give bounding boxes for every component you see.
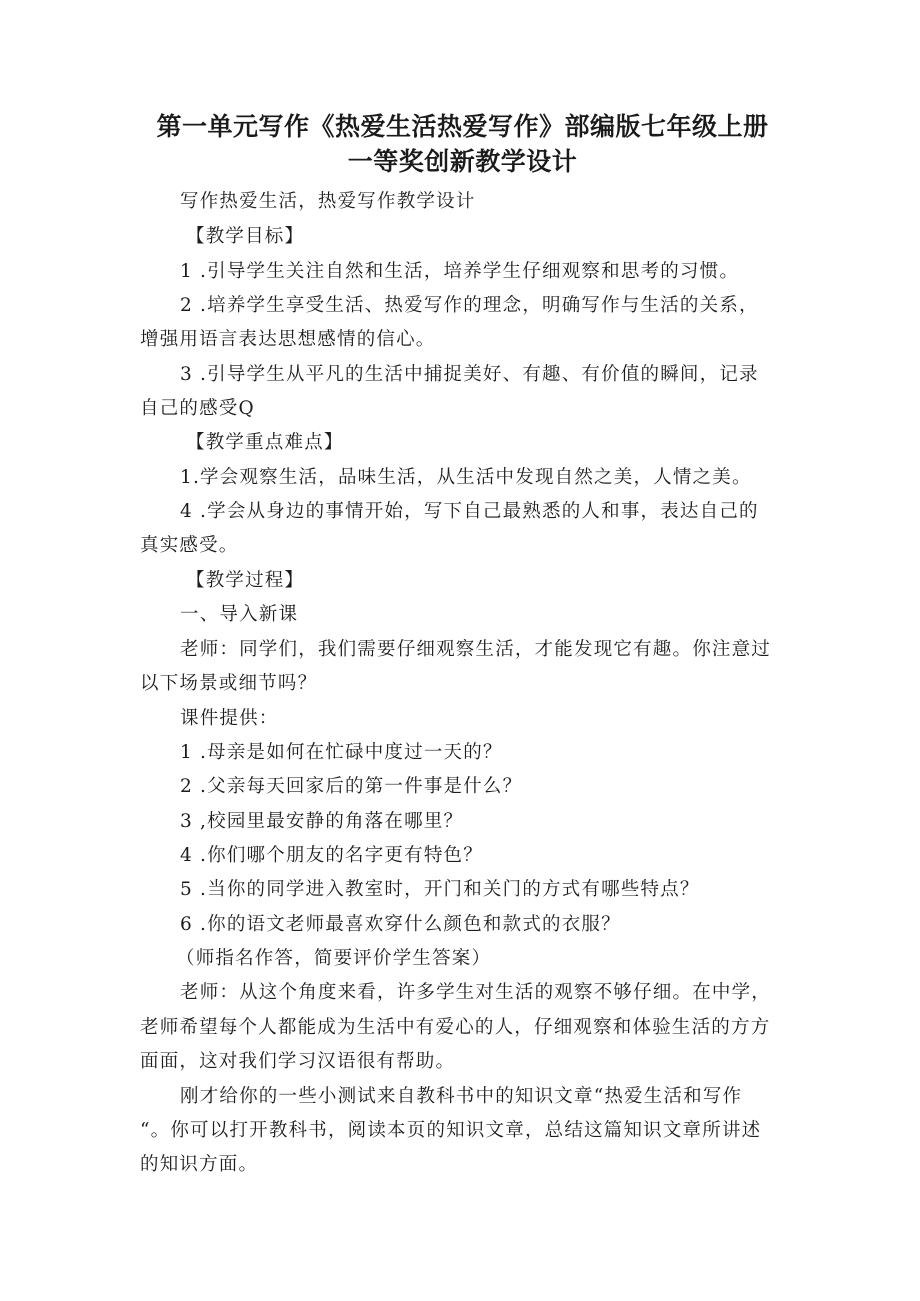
objectives-heading: 【教学目标】: [186, 226, 305, 247]
objective-2-line-2: 增强用语言表达思想感情的信心。: [140, 329, 436, 350]
process-heading: 【教学过程】: [186, 570, 305, 591]
paragraph-line-2: “。你可以打开教科书，阅读本页的知识文章，总结这篇知识文章所讲述: [140, 1120, 762, 1141]
question-1: 1 .母亲是如何在忙碌中度过一天的？: [180, 742, 503, 763]
subtitle: 写作热爱生活，热爱写作教学设计: [180, 191, 476, 212]
question-2: 2 .父亲每天回家后的第一件事是什么？: [180, 776, 523, 797]
question-5: 5 .当你的同学进入教室时，开门和关门的方式有哪些特点？: [180, 879, 700, 900]
document-title-line-2: 一等奖创新教学设计: [347, 147, 578, 176]
paragraph-line-1: 刚才给你的一些小测试来自教科书中的知识文章“热爱生活和写作: [180, 1086, 743, 1107]
key-point-1: 1.学会观察生活，品味生活，从生活中发现自然之美，人情之美。: [180, 467, 752, 488]
teacher-dialogue-1-line-1: 老师：同学们，我们需要仔细观察生活，才能发现它有趣。你注意过: [180, 639, 772, 660]
question-4: 4 .你们哪个朋友的名字更有特色？: [180, 845, 483, 866]
teacher-dialogue-1-line-2: 以下场景或细节吗？: [140, 673, 318, 694]
teacher-dialogue-2-line-2: 老师希望每个人都能成为生活中有爱心的人，仔细观察和体验生活的方方: [140, 1017, 771, 1038]
key-point-2-line-1: 4 .学会从身边的事情开始，写下自己最熟悉的人和事，表达自己的: [180, 501, 759, 522]
section-1-heading: 一、导入新课: [180, 604, 299, 625]
courseware-label: 课件提供：: [180, 708, 279, 729]
question-6: 6 .你的语文老师最喜欢穿什么颜色和款式的衣服？: [180, 914, 621, 935]
document-title-line-1: 第一单元写作《热爱生活热爱写作》部编版七年级上册: [156, 112, 769, 141]
objective-3-line-1: 3 .引导学生从平凡的生活中捕捉美好、有趣、有价值的瞬间，记录: [180, 364, 759, 385]
teacher-note: （师指名作答，简要评价学生答案）: [176, 948, 492, 969]
key-point-2-line-2: 真实感受。: [140, 535, 239, 556]
objective-1: 1 .引导学生关注自然和生活，培养学生仔细观察和思考的习惯。: [180, 261, 740, 282]
objective-3-line-2: 自己的感受Q: [140, 398, 255, 419]
question-3: 3 ,校园里最安静的角落在哪里？: [180, 811, 464, 832]
paragraph-line-3: 的知识方面。: [140, 1154, 259, 1175]
teacher-dialogue-2-line-3: 面面，这对我们学习汉语很有帮助。: [140, 1051, 456, 1072]
key-points-heading: 【教学重点难点】: [186, 432, 344, 453]
teacher-dialogue-2-line-1: 老师：从这个角度来看，许多学生对生活的观察不够仔细。在中学，: [180, 982, 772, 1003]
objective-2-line-1: 2 .培养学生享受生活、热爱写作的理念，明确写作与生活的关系，: [180, 295, 759, 316]
